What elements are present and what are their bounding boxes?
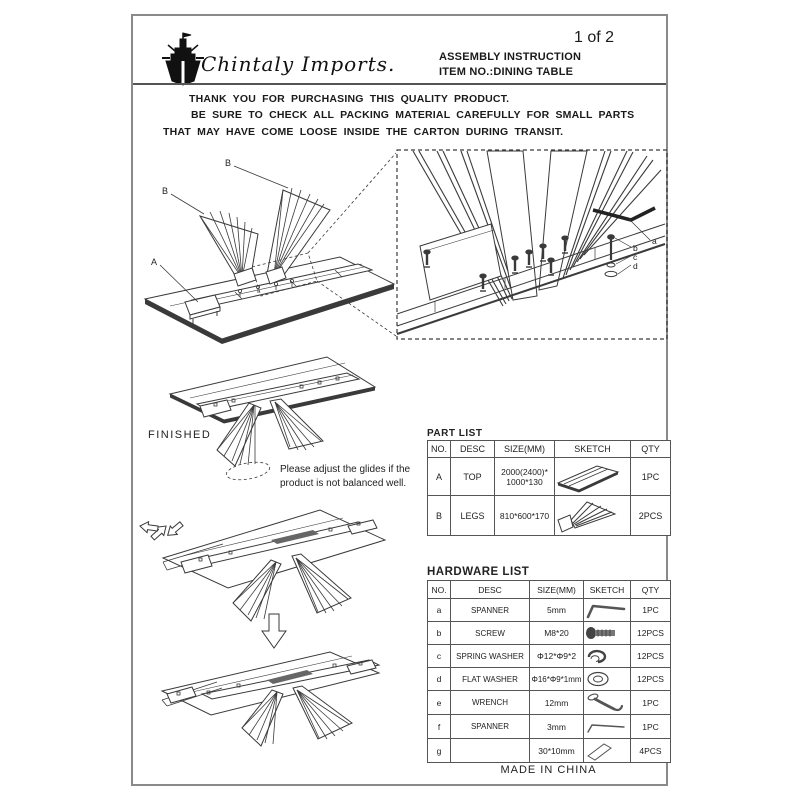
hw-size: 3mm [530, 715, 584, 739]
hw-sketch-cell [584, 645, 631, 668]
hw-no: d [428, 668, 451, 691]
hw-desc: SPANNER [451, 599, 530, 622]
part-qty: 1PC [631, 458, 671, 496]
part-row-top [428, 458, 671, 496]
finished-label: FINISHED [148, 429, 212, 441]
hw-qty: 1PC [631, 715, 671, 739]
header-divider [133, 83, 666, 85]
hw-col-size: SIZE(MM) [530, 581, 584, 599]
next-step-arrow-icon [262, 614, 286, 648]
hw-row-b [428, 622, 671, 645]
part-desc: LEGS [451, 496, 495, 536]
hw-size: M8*20 [530, 622, 584, 645]
flat-washer-icon [584, 670, 612, 688]
hw-sketch-cell [584, 622, 631, 645]
hw-desc: SPANNER [451, 715, 530, 739]
hw-size: Φ16*Φ9*1mm [530, 668, 584, 691]
hardware-detail-inset-diagram [395, 148, 670, 342]
hw-no: g [428, 739, 451, 763]
part-row-legs [428, 496, 671, 536]
part-size-line1: 810*600*170 [499, 510, 550, 521]
hw-sketch-cell [584, 599, 631, 622]
part-size-line1: 2000(2400)* [501, 466, 548, 477]
hw-row-f [428, 715, 671, 739]
hw-row-d [428, 668, 671, 691]
hardware-list-title: HARDWARE LIST [427, 566, 530, 578]
spring-washer-icon [584, 647, 610, 665]
hw-no: a [428, 599, 451, 622]
allen-key-icon [584, 601, 626, 619]
part-sketch-cell [555, 458, 631, 496]
extend-arrow-icon [164, 520, 185, 540]
part-col-desc: DESC [451, 441, 495, 458]
part-col-no: NO. [428, 441, 451, 458]
hw-row-a [428, 599, 671, 622]
notice-line-3: THAT MAY HAVE COME LOOSE INSIDE THE CARTON DURING TRANSIT. [163, 126, 564, 138]
screw-icon [584, 625, 620, 641]
document-page [131, 14, 668, 786]
part-col-size: SIZE(MM) [495, 441, 555, 458]
allen-key-small-icon [584, 719, 626, 735]
table-top-sketch-icon [555, 461, 621, 493]
hw-desc: FLAT WASHER [451, 668, 530, 691]
hw-row-e [428, 691, 671, 715]
hw-col-sketch: SKETCH [584, 581, 631, 599]
part-size [495, 496, 555, 536]
hw-no: c [428, 645, 451, 668]
callout-part-b1: B [225, 158, 232, 168]
callout-hw-d: d [633, 261, 638, 271]
hw-qty: 4PCS [631, 739, 671, 763]
hw-desc: SPRING WASHER [451, 645, 530, 668]
hw-no: f [428, 715, 451, 739]
callout-hw-b: b [633, 243, 638, 253]
part-desc: TOP [451, 458, 495, 496]
brand-name: Chintaly Imports. [201, 52, 396, 76]
hw-size: 5mm [530, 599, 584, 622]
hw-size: Φ12*Φ9*2 [530, 645, 584, 668]
hw-qty: 1PC [631, 691, 671, 715]
fan-legs-sketch-icon [555, 498, 619, 534]
hw-no: e [428, 691, 451, 715]
hw-qty: 12PCS [631, 645, 671, 668]
part-col-sketch: SKETCH [555, 441, 631, 458]
hw-col-qty: QTY [631, 581, 671, 599]
hw-desc: WRENCH [451, 691, 530, 715]
assembly-exploded-diagram [140, 150, 435, 350]
callout-part-a: A [151, 257, 158, 267]
part-no: A [428, 458, 451, 496]
glide-pad-icon [584, 741, 614, 761]
glides-note-line2: product is not balanced well. [280, 477, 407, 489]
ship-logo-icon [160, 31, 206, 87]
extended-table-diagram [147, 650, 432, 756]
extension-mechanism-diagram [133, 500, 448, 652]
hw-sketch-cell [584, 715, 631, 739]
hw-sketch-cell [584, 691, 631, 715]
hw-no: b [428, 622, 451, 645]
part-qty: 2PCS [631, 496, 671, 536]
part-col-qty: QTY [631, 441, 671, 458]
doc-title-line1: ASSEMBLY INSTRUCTION [439, 51, 582, 63]
glides-note-line1: Please adjust the glides if the [280, 464, 411, 475]
hw-row-g [428, 739, 671, 763]
notice-line-2: BE SURE TO CHECK ALL PACKING MATERIAL CAREFULLY FOR SMALL PARTS [191, 109, 635, 121]
callout-hw-a: a [652, 236, 657, 246]
hw-col-desc: DESC [451, 581, 530, 599]
hw-size: 12mm [530, 691, 584, 715]
part-list-table [427, 440, 671, 536]
hw-desc [451, 739, 530, 763]
notice-line-1: THANK YOU FOR PURCHASING THIS QUALITY PRODUCT. [189, 93, 510, 105]
part-sketch-cell [555, 496, 631, 536]
callout-hw-c: c [633, 252, 638, 262]
hw-desc: SCREW [451, 622, 530, 645]
part-size-line2: 1000*130 [506, 476, 543, 487]
callout-part-b2: B [162, 186, 169, 196]
hw-qty: 1PC [631, 599, 671, 622]
made-in-label: MADE IN CHINA [500, 764, 597, 776]
hw-size: 30*10mm [530, 739, 584, 763]
doc-title-line2: ITEM NO.:DINING TABLE [439, 66, 574, 78]
doc-title [439, 50, 581, 80]
hw-row-c [428, 645, 671, 668]
page-number: 1 of 2 [574, 29, 615, 46]
wrench-icon [584, 692, 624, 714]
hw-sketch-cell [584, 668, 631, 691]
hw-qty: 12PCS [631, 668, 671, 691]
part-list-title: PART LIST [427, 428, 483, 439]
glides-note [280, 463, 410, 490]
part-size [495, 458, 555, 496]
hw-col-no: NO. [428, 581, 451, 599]
hardware-list-table [427, 580, 671, 763]
hw-qty: 12PCS [631, 622, 671, 645]
part-no: B [428, 496, 451, 536]
hw-sketch-cell [584, 739, 631, 763]
